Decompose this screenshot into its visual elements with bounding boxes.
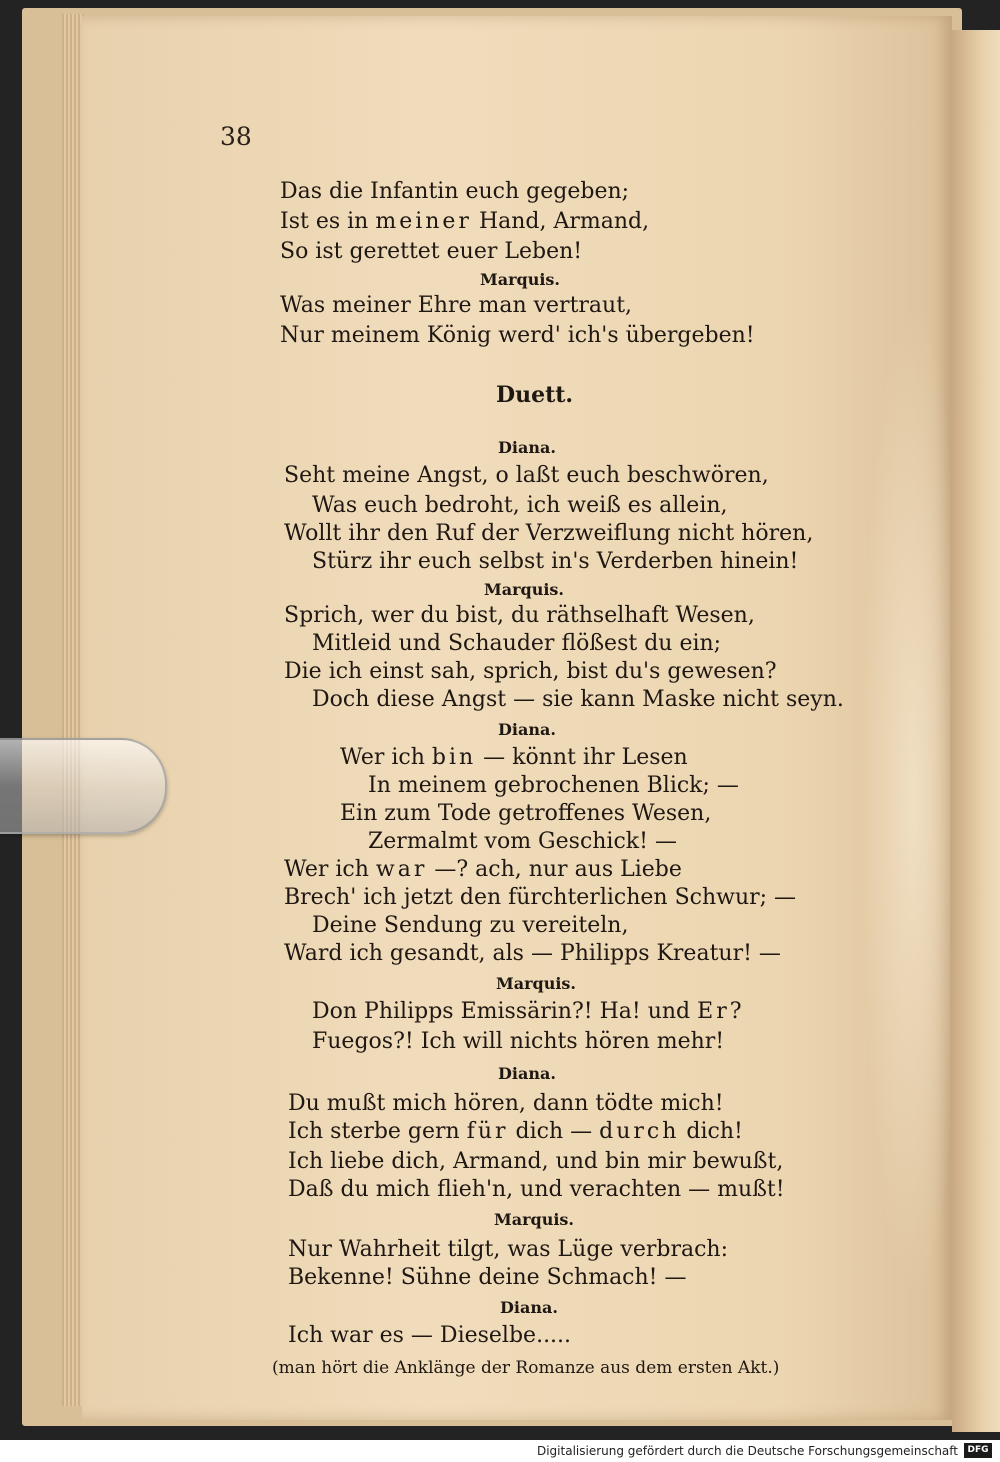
text-line: Was euch bedroht, ich weiß es allein,	[312, 493, 728, 518]
text-span: Ich sterbe gern	[288, 1119, 467, 1144]
speaker-marquis: Marquis.	[480, 270, 560, 289]
speaker-marquis: Marquis.	[484, 580, 564, 599]
text-line: Bekenne! Sühne deine Schmach! —	[288, 1265, 687, 1290]
text-line	[284, 856, 682, 884]
text-line: Sprich, wer du bist, du räthselhaft Wesen,	[284, 603, 755, 628]
text-line: Du mußt mich hören, dann tödte mich!	[288, 1091, 724, 1116]
text-line: Ein zum Tode getroffenes Wesen,	[340, 801, 712, 826]
text-line: Ward ich gesandt, als — Philipps Kreatur! —	[284, 941, 781, 966]
text-line: Stürz ihr euch selbst in's Verderben hinein!	[312, 549, 799, 574]
speaker-diana: Diana.	[498, 1064, 556, 1083]
facing-page-edge	[952, 30, 1000, 1432]
text-span: Ist es in	[280, 209, 376, 234]
text-line: Doch diese Angst — sie kann Maske nicht seyn.	[312, 687, 844, 712]
text-line: Brech' ich jetzt den fürchterlichen Schwur; —	[284, 885, 797, 910]
section-heading: Duett.	[496, 382, 574, 408]
text-span: Don Philipps Emissärin?! Ha! und	[312, 999, 698, 1024]
page-number: 38	[220, 122, 252, 151]
emphasis-span: mußt	[717, 1177, 776, 1202]
emphasis-span: Er	[697, 999, 730, 1024]
text-line	[312, 998, 742, 1026]
speaker-diana: Diana.	[498, 438, 556, 457]
speaker-marquis: Marquis.	[496, 974, 576, 993]
text-line	[340, 744, 688, 772]
text-line: So ist gerettet euer Leben!	[280, 239, 583, 264]
emphasis-span: meiner	[375, 209, 472, 234]
speaker-diana: Diana.	[500, 1298, 558, 1317]
text-span: dich —	[508, 1119, 600, 1144]
text-span: — könnt ihr Lesen	[476, 745, 688, 770]
text-line: Deine Sendung zu vereiteln,	[312, 913, 629, 938]
text-line	[280, 208, 649, 236]
text-line: Wollt ihr den Ruf der Verzweiflung nicht hören,	[284, 521, 814, 546]
text-line: Nur meinem König werd' ich's übergeben!	[280, 323, 755, 348]
text-span: Wer ich	[340, 745, 432, 770]
paper-stain	[860, 300, 950, 1300]
text-span: !	[775, 1177, 785, 1202]
text-line: Das die Infantin euch gegeben;	[280, 179, 630, 204]
speaker-diana: Diana.	[498, 720, 556, 739]
text-line: Nur Wahrheit tilgt, was Lüge verbrach:	[288, 1237, 728, 1262]
text-line: Ich liebe dich, Armand, und bin mir bewußt,	[288, 1149, 784, 1174]
text-line: Seht meine Angst, o laßt euch beschwören,	[284, 463, 769, 488]
text-span: —? ach, nur aus Liebe	[427, 857, 682, 882]
page-clip	[0, 738, 167, 834]
emphasis-span: war	[375, 857, 428, 882]
emphasis-span: bin	[431, 745, 477, 770]
text-span: Daß du mich flieh'n, und verachten —	[288, 1177, 718, 1202]
emphasis-span: durch	[599, 1119, 680, 1144]
emphasis-span: für	[466, 1119, 509, 1144]
text-span: Hand, Armand,	[471, 209, 650, 234]
text-span: ?	[729, 999, 742, 1024]
stage-direction: (man hört die Anklänge der Romanze aus dem ersten Akt.)	[272, 1358, 780, 1378]
speaker-marquis: Marquis.	[494, 1210, 574, 1229]
text-line	[288, 1176, 785, 1204]
dfg-logo-icon: DFG	[964, 1443, 992, 1458]
text-line: Ich war es — Dieselbe.....	[288, 1323, 572, 1348]
text-line: In meinem gebrochenen Blick; —	[368, 773, 739, 798]
page-edges	[62, 14, 84, 1406]
text-span: Wer ich	[284, 857, 376, 882]
funding-credit: Digitalisierung gefördert durch die Deutsche Forschungsgemeinschaft	[536, 1444, 958, 1458]
text-line	[288, 1118, 743, 1146]
text-line: Die ich einst sah, sprich, bist du's gewesen?	[284, 659, 777, 684]
text-line: Fuegos?! Ich will nichts hören mehr!	[312, 1029, 725, 1054]
text-line: Zermalmt vom Geschick! —	[368, 829, 677, 854]
text-line: Mitleid und Schauder flößest du ein;	[312, 631, 722, 656]
text-line: Was meiner Ehre man vertraut,	[280, 293, 633, 318]
text-span: dich!	[679, 1119, 743, 1144]
